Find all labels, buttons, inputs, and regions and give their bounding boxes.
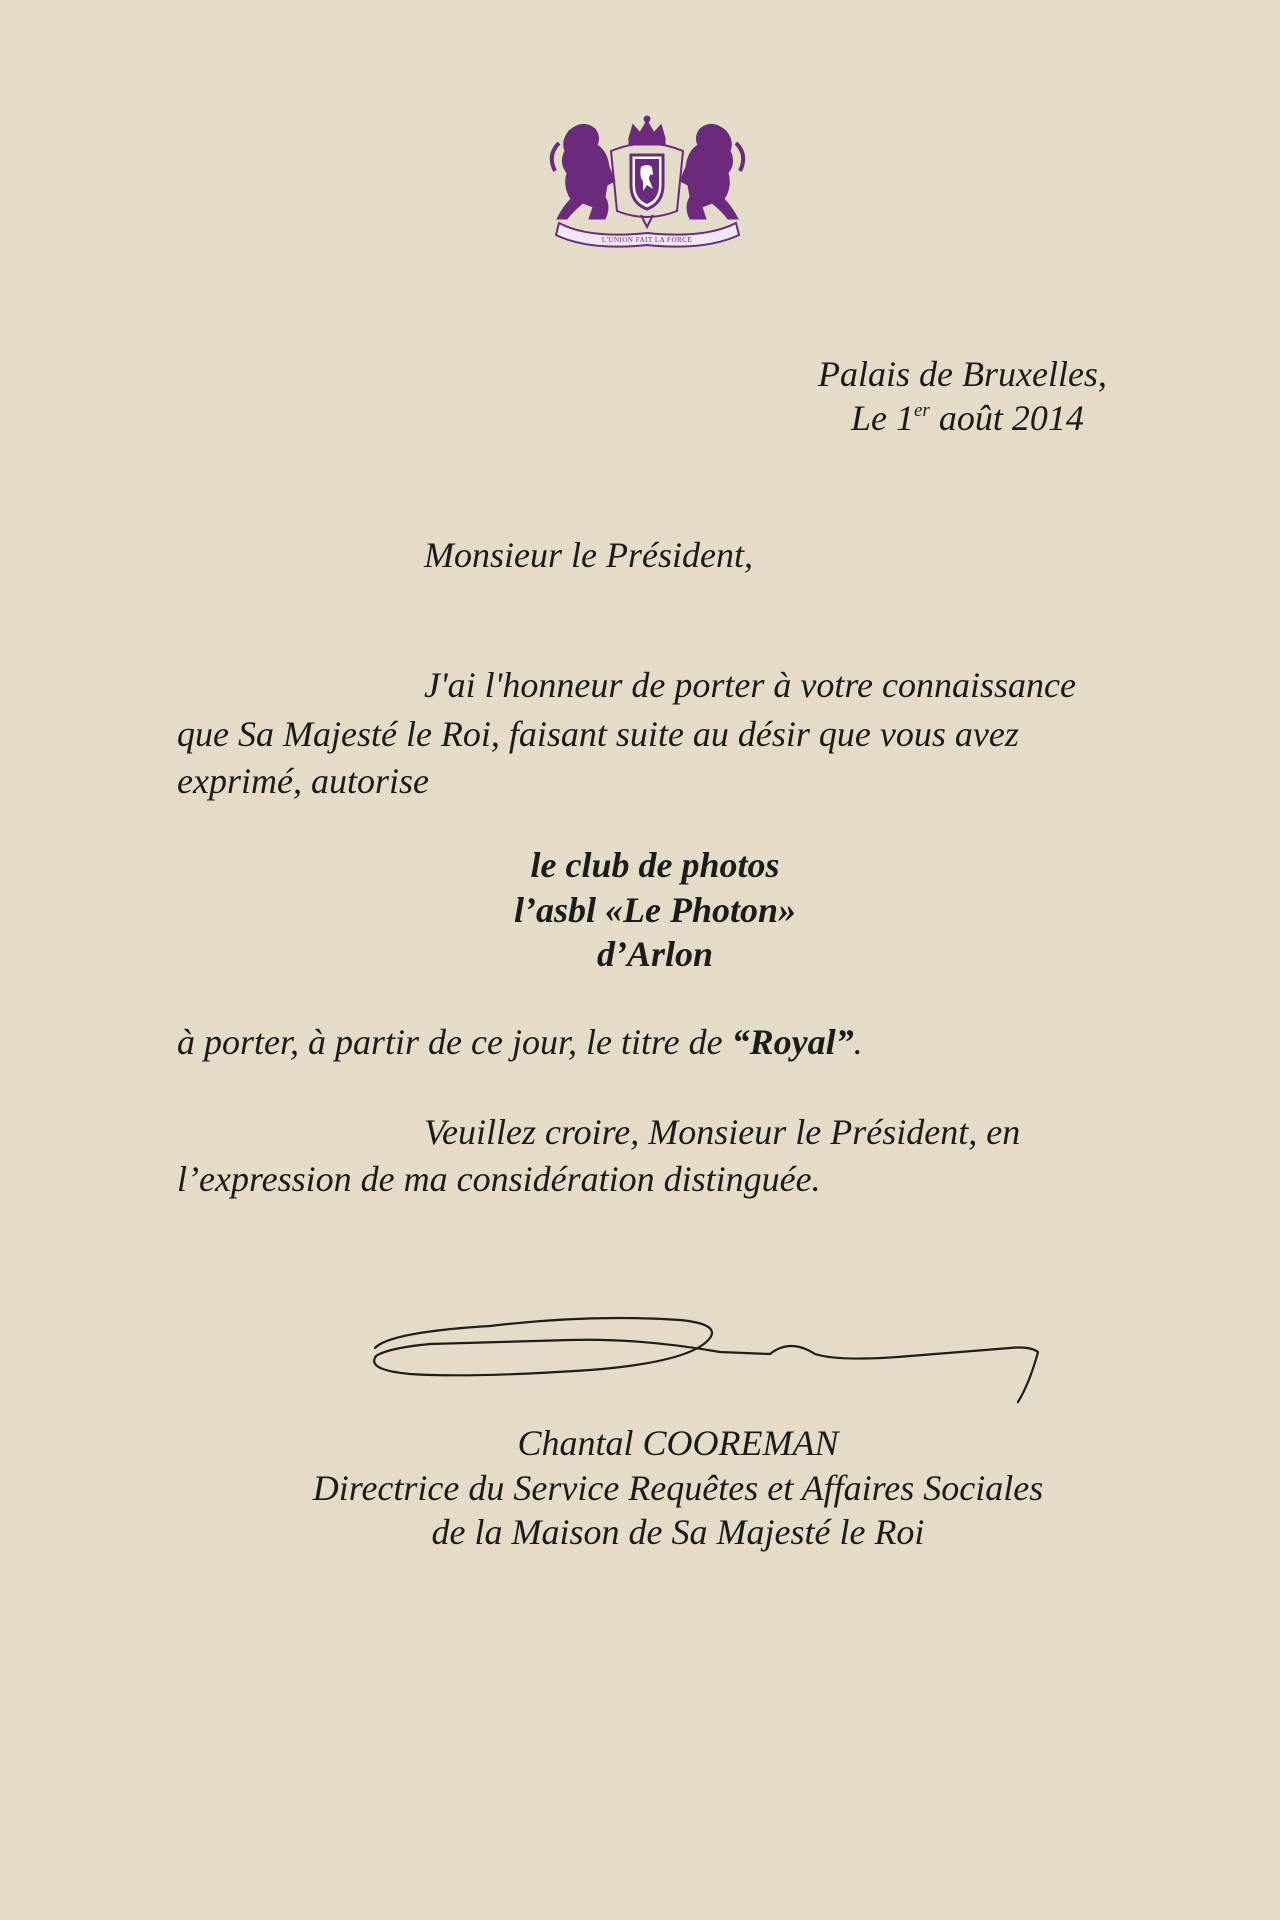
royal-title: “Royal” (731, 1022, 854, 1062)
signatory-name: Chantal COOREMAN (517, 1423, 839, 1463)
body-line-3: exprimé, autorise (177, 761, 429, 801)
salutation: Monsieur le Président, (424, 535, 753, 575)
royal-crest-icon (549, 111, 746, 253)
signatory-house: de la Maison de Sa Majesté le Roi (431, 1512, 925, 1552)
grant-sentence: à porter, à partir de ce jour, le titre de “Royal”. (177, 1022, 863, 1062)
date-ordinal: er (914, 400, 930, 421)
handwritten-signature-icon (370, 1290, 1050, 1410)
entity-line-3: d’Arlon (596, 934, 714, 974)
crest-motto: L'UNION FAIT LA FORCE (601, 236, 693, 244)
letter-place: Palais de Bruxelles, (818, 354, 1107, 394)
closing-line-2: l’expression de ma considération distinguée. (177, 1159, 821, 1199)
entity-line-2: l’asbl «Le Photon» (513, 890, 796, 930)
letter-date: Le 1er août 2014 (851, 398, 1084, 438)
body-line-2: que Sa Majesté le Roi, faisant suite au désir que vous avez (177, 714, 1019, 754)
closing-line-1: Veuillez croire, Monsieur le Président, en (424, 1112, 1021, 1152)
body-line-1: J'ai l'honneur de porter à votre connaissance (424, 665, 1076, 705)
entity-line-1: le club de photos (530, 845, 780, 885)
signatory-title: Directrice du Service Requêtes et Affaires Sociales (312, 1468, 1044, 1508)
